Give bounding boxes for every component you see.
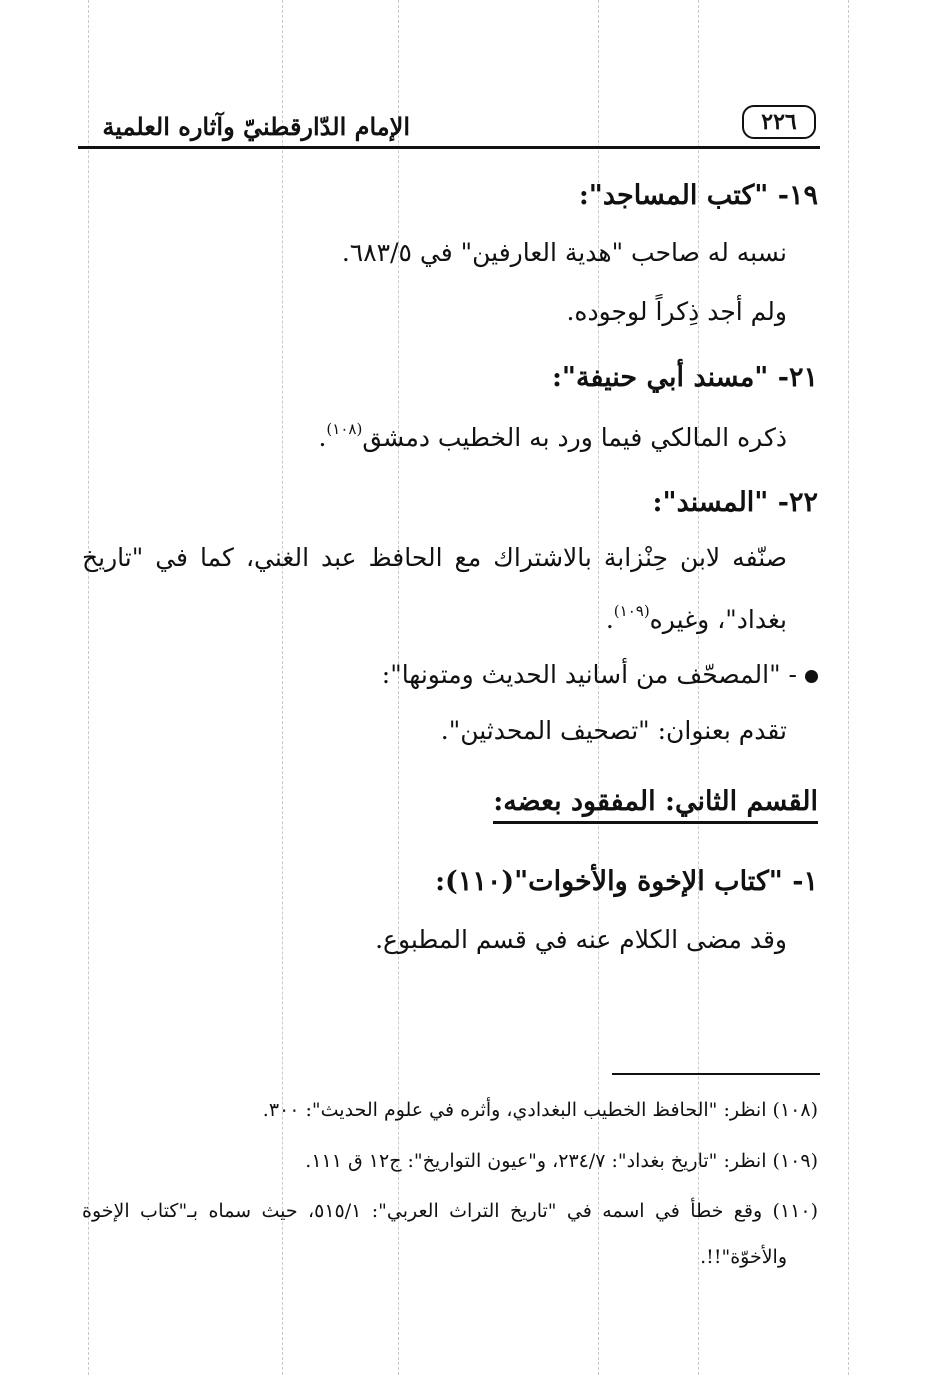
entry-19-line-2: ولم أجد ذِكراً لوجوده. (566, 297, 787, 326)
entry-22-text: بغداد"، وغيره (649, 605, 787, 634)
entry-21-text: ذكره المالكي فيما ورد به الخطيب دمشق (362, 423, 787, 452)
page-number: ٢٢٦ (742, 105, 816, 139)
entry-21-heading: ٢١- "مسند أبي حنيفة": (551, 362, 818, 393)
section-entry-1-line: وقد مضى الكلام عنه في قسم المطبوع. (375, 925, 787, 954)
entry-22-end: . (605, 605, 614, 634)
entry-21-end: . (318, 423, 327, 452)
running-header-title: الإمام الدّارقطنيّ وآثاره العلمية (102, 112, 410, 141)
footnote-108: (١٠٨) انظر: "الحافظ الخطيب البغدادي، وأثره في علوم الحديث": ٣٠٠. (262, 1099, 818, 1121)
entry-22-line-2 (606, 602, 787, 634)
entry-21-line (318, 420, 787, 452)
section-entry-1-heading: ١- "كتاب الإخوة والأخوات"(١١٠): (435, 866, 818, 897)
bullet-entry-heading-text: - "المصحّف من أسانيد الحديث ومتونها": (381, 660, 797, 689)
scan-guide-line (848, 0, 849, 1375)
bullet-icon (805, 670, 818, 683)
entry-22-heading: ٢٢- "المسند": (652, 487, 818, 518)
footnote-ref-109[interactable]: (١٠٩) (613, 602, 650, 620)
entry-22-line-1: صنّفه لابن حِنْزابة بالاشتراك مع الحافظ عبد الغني، كما في "تاريخ (82, 543, 787, 572)
header-rule (78, 146, 820, 149)
section-title: القسم الثاني: المفقود بعضه: (493, 786, 818, 824)
bullet-entry-heading (382, 660, 818, 689)
entry-19-line-1: نسبه له صاحب "هدية العارفين" في ٦٨٣/٥. (341, 238, 787, 267)
footnote-109: (١٠٩) انظر: "تاريخ بغداد": ٢٣٤/٧، و"عيون التواريخ": ج١٢ ق ١١١. (305, 1150, 818, 1172)
footnote-110-line-1: (١١٠) وقع خطأ في اسمه في "تاريخ التراث العربي": ٥١٥/١، حيث سماه بـ"كتاب الإخوة (82, 1200, 818, 1222)
footnote-rule (612, 1073, 820, 1075)
footnote-110-line-2: والأخوّة"!!. (700, 1246, 787, 1268)
scan-guide-line (88, 0, 89, 1375)
entry-19-heading: ١٩- "كتب المساجد": (578, 180, 818, 211)
bullet-entry-line: تقدم بعنوان: "تصحيف المحدثين". (440, 716, 787, 745)
scan-guide-line (282, 0, 283, 1375)
footnote-ref-108[interactable]: (١٠٨) (326, 420, 363, 438)
